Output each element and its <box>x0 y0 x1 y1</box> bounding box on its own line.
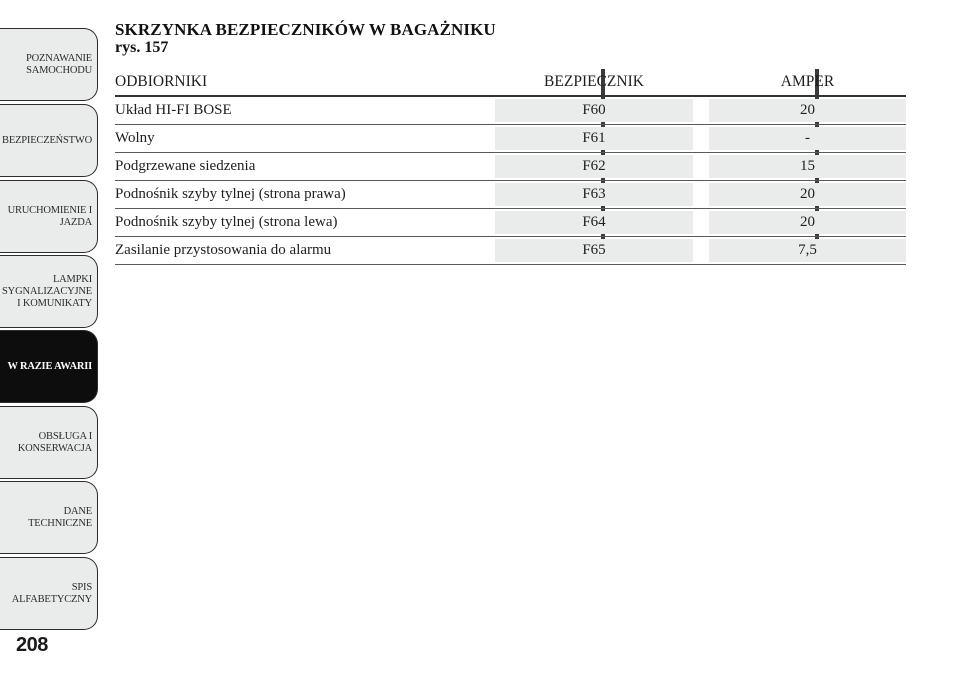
amperage-cell: 15 <box>709 155 906 178</box>
fuse-cell: F64 <box>495 211 693 234</box>
table-row <box>115 97 906 125</box>
table-row <box>115 153 906 181</box>
tab-dane-techniczne[interactable]: DANE TECHNICZNE <box>0 481 98 554</box>
consumer-cell: Zasilanie przystosowania do alarmu <box>115 242 332 258</box>
figure-reference: rys. 157 <box>115 39 169 56</box>
tab-obsluga-i-konserwacja[interactable]: OBSŁUGA I KONSERWACJA <box>0 406 98 479</box>
table-row <box>115 237 906 265</box>
tab-lampki-sygnalizacyjne[interactable]: LAMPKI SYGNALIZACYJNE I KOMUNIKATY <box>0 255 98 328</box>
consumer-cell: Podnośnik szyby tylnej (strona lewa) <box>115 214 338 230</box>
consumer-cell: Wolny <box>115 130 155 146</box>
amperage-cell: 20 <box>709 183 906 206</box>
tab-bezpieczenstwo[interactable]: BEZPIECZEŃSTWO <box>0 104 98 177</box>
amperage-cell: 20 <box>709 211 906 234</box>
amperage-cell: 20 <box>709 99 906 122</box>
table-row <box>115 181 906 209</box>
amperage-cell: 7,5 <box>709 239 906 262</box>
amperage-cell: - <box>709 127 906 150</box>
fuse-cell: F63 <box>495 183 693 206</box>
page-number: 208 <box>16 634 48 656</box>
section-title: SKRZYNKA BEZPIECZNIKÓW W BAGAŻNIKU <box>115 20 496 39</box>
header-bezpiecznik: BEZPIECZNIK <box>544 73 644 90</box>
table-header-row <box>115 69 906 97</box>
fuse-cell: F60 <box>495 99 693 122</box>
header-amper: AMPER <box>780 73 835 90</box>
table-row <box>115 125 906 153</box>
tab-poznawanie-samochodu[interactable]: POZNAWANIE SAMOCHODU <box>0 28 98 101</box>
header-odbiorniki: ODBIORNIKI <box>115 73 208 90</box>
fuse-cell: F61 <box>495 127 693 150</box>
fuse-cell: F62 <box>495 155 693 178</box>
table-row <box>115 209 906 237</box>
tab-uruchomienie-i-jazda[interactable]: URUCHOMIENIE I JAZDA <box>0 180 98 253</box>
consumer-cell: Podnośnik szyby tylnej (strona prawa) <box>115 186 346 202</box>
fuse-cell: F65 <box>495 239 693 262</box>
tab-spis-alfabetyczny[interactable]: SPIS ALFABETYCZNY <box>0 557 98 630</box>
consumer-cell: Podgrzewane siedzenia <box>115 158 256 174</box>
consumer-cell: Układ HI-FI BOSE <box>115 102 232 118</box>
fuse-table <box>115 69 906 265</box>
tab-w-razie-awarii[interactable]: W RAZIE AWARII <box>0 330 98 403</box>
